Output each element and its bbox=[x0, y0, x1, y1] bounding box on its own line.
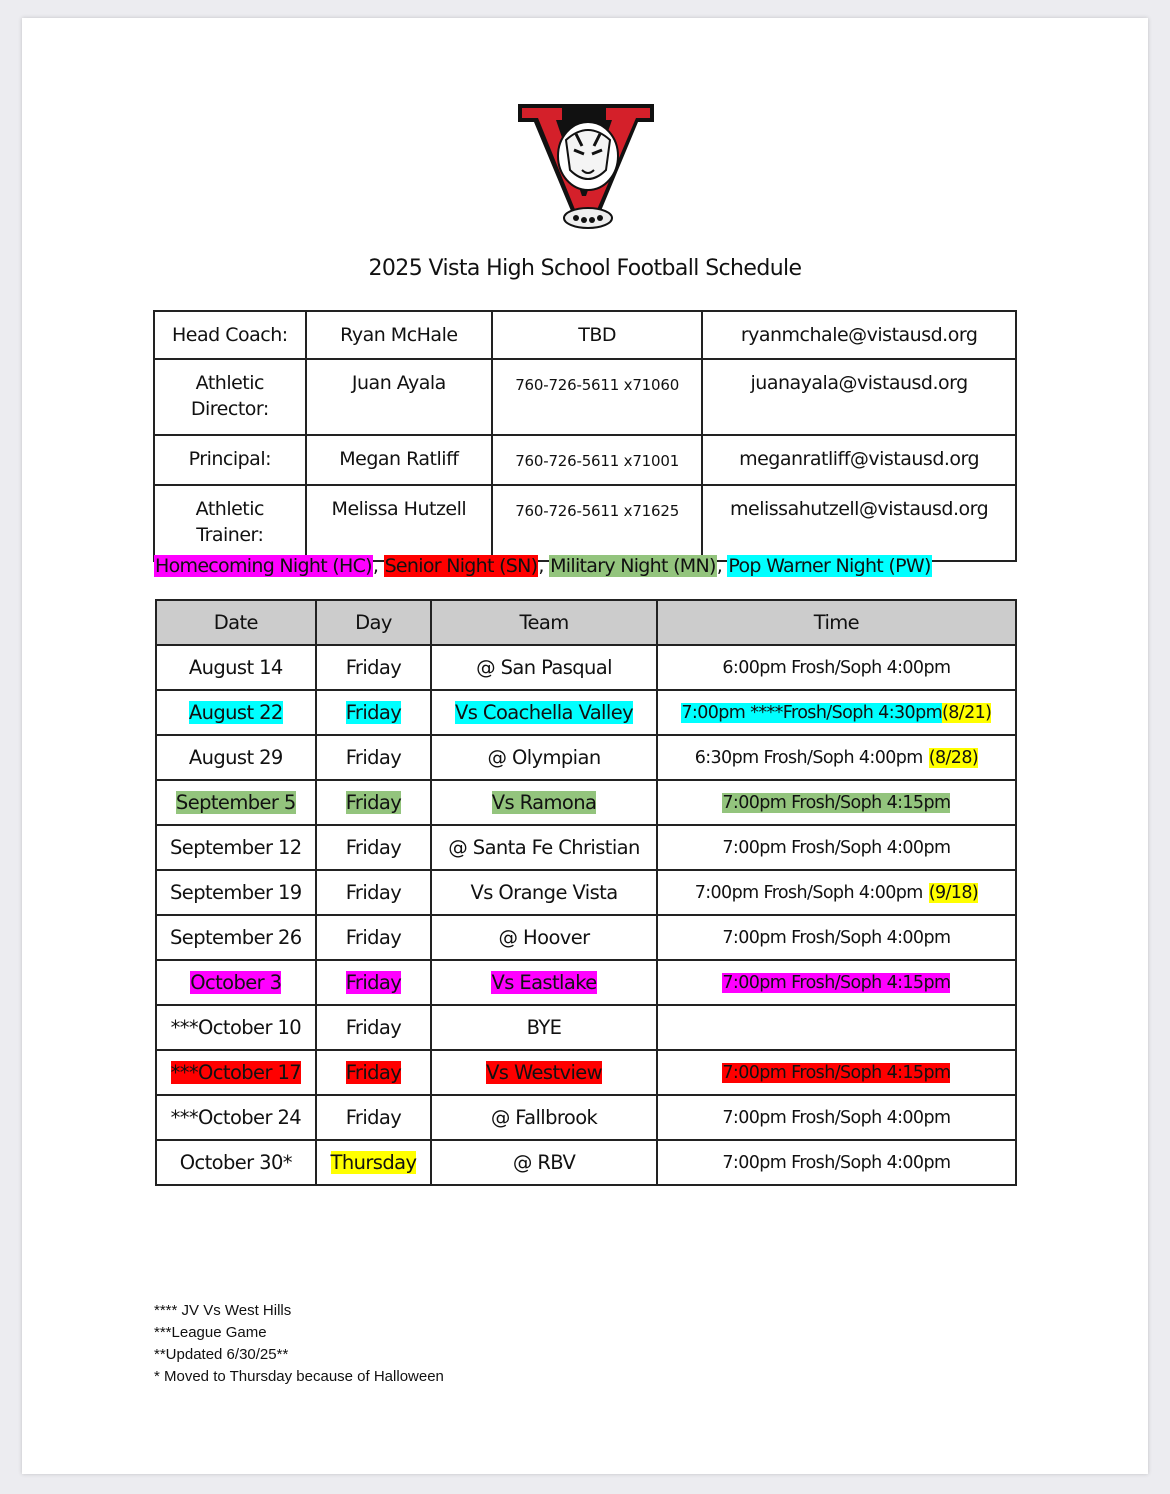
staff-phone: TBD bbox=[492, 311, 702, 359]
date-cell bbox=[156, 1140, 316, 1185]
team-cell-text: Vs Orange Vista bbox=[470, 881, 618, 904]
day-cell-text: Thursday bbox=[330, 1151, 417, 1174]
staff-email[interactable]: melissahutzell@vistausd.org bbox=[702, 485, 1016, 561]
day-cell-text: Friday bbox=[345, 1061, 402, 1084]
time-cell bbox=[657, 645, 1016, 690]
day-cell bbox=[316, 690, 432, 735]
day-cell-text: Friday bbox=[345, 971, 402, 994]
date-cell-text: ***October 24 bbox=[170, 1106, 302, 1129]
date-cell-text: September 5 bbox=[175, 791, 296, 814]
day-cell-text: Friday bbox=[345, 836, 402, 859]
footnote: **Updated 6/30/25** bbox=[154, 1346, 289, 1363]
time-note-badge: (8/28) bbox=[928, 747, 979, 768]
date-cell bbox=[156, 780, 316, 825]
team-cell bbox=[431, 1095, 657, 1140]
schedule-row bbox=[156, 1140, 1016, 1185]
footnotes bbox=[154, 1300, 444, 1388]
schedule-row bbox=[156, 915, 1016, 960]
day-cell-text: Friday bbox=[345, 1106, 402, 1129]
date-cell-text: September 19 bbox=[170, 881, 302, 904]
date-cell bbox=[156, 1095, 316, 1140]
schedule-row bbox=[156, 1095, 1016, 1140]
date-cell bbox=[156, 960, 316, 1005]
staff-row bbox=[154, 359, 1016, 435]
header-time: Time bbox=[657, 600, 1016, 645]
day-cell bbox=[316, 825, 432, 870]
staff-phone: 760-726-5611 x71001 bbox=[492, 435, 702, 485]
header-date: Date bbox=[156, 600, 316, 645]
team-cell bbox=[431, 915, 657, 960]
staff-phone: 760-726-5611 x71625 bbox=[492, 485, 702, 561]
footnote: ***League Game bbox=[154, 1324, 267, 1341]
staff-phone: 760-726-5611 x71060 bbox=[492, 359, 702, 435]
staff-row bbox=[154, 311, 1016, 359]
vista-panther-logo-icon bbox=[516, 100, 656, 232]
team-cell bbox=[431, 825, 657, 870]
team-cell-text: @ Olympian bbox=[487, 746, 601, 769]
date-cell-text: October 30* bbox=[179, 1151, 292, 1174]
team-cell bbox=[431, 960, 657, 1005]
staff-name: Juan Ayala bbox=[306, 359, 492, 435]
schedule-row bbox=[156, 645, 1016, 690]
day-cell bbox=[316, 915, 432, 960]
theme-night-legend: Homecoming Night (HC), Senior Night (SN), Military Night (MN), Pop Warner Night (PW) bbox=[155, 555, 931, 577]
date-cell bbox=[156, 825, 316, 870]
date-cell bbox=[156, 690, 316, 735]
staff-name: Ryan McHale bbox=[306, 311, 492, 359]
day-cell bbox=[316, 1005, 432, 1050]
schedule-header-row bbox=[156, 600, 1016, 645]
time-cell-text: 7:00pm Frosh/Soph 4:15pm bbox=[722, 1062, 951, 1083]
day-cell bbox=[316, 1140, 432, 1185]
day-cell bbox=[316, 780, 432, 825]
time-cell bbox=[657, 870, 1016, 915]
day-cell-text: Friday bbox=[345, 926, 402, 949]
day-cell bbox=[316, 645, 432, 690]
time-cell-text: 7:00pm Frosh/Soph 4:00pm bbox=[694, 882, 923, 903]
schedule-row bbox=[156, 1050, 1016, 1095]
time-note-badge: (8/21) bbox=[942, 702, 992, 723]
date-cell-text: ***October 10 bbox=[170, 1016, 302, 1039]
schedule-row bbox=[156, 780, 1016, 825]
team-cell-text: Vs Westview bbox=[486, 1061, 603, 1084]
staff-contacts-table bbox=[153, 310, 1017, 562]
date-cell bbox=[156, 735, 316, 780]
schedule-row bbox=[156, 825, 1016, 870]
time-cell bbox=[657, 1140, 1016, 1185]
staff-row bbox=[154, 435, 1016, 485]
footnote: * Moved to Thursday because of Halloween bbox=[154, 1368, 444, 1385]
staff-role: Principal: bbox=[154, 435, 306, 485]
schedule-row bbox=[156, 870, 1016, 915]
time-cell bbox=[657, 1050, 1016, 1095]
time-cell bbox=[657, 735, 1016, 780]
date-cell-text: September 26 bbox=[170, 926, 302, 949]
day-cell-text: Friday bbox=[345, 1016, 402, 1039]
date-cell bbox=[156, 915, 316, 960]
page-title: 2025 Vista High School Football Schedule bbox=[368, 256, 802, 281]
team-cell bbox=[431, 780, 657, 825]
time-cell-text: 7:00pm Frosh/Soph 4:00pm bbox=[722, 837, 951, 858]
date-cell bbox=[156, 1050, 316, 1095]
time-cell bbox=[657, 960, 1016, 1005]
schedule-row bbox=[156, 960, 1016, 1005]
time-cell-text: 7:00pm Frosh/Soph 4:15pm bbox=[722, 972, 951, 993]
football-schedule-table bbox=[155, 599, 1017, 1186]
header-team: Team bbox=[431, 600, 657, 645]
staff-email[interactable]: meganratliff@vistausd.org bbox=[702, 435, 1016, 485]
team-cell-text: Vs Eastlake bbox=[491, 971, 597, 994]
day-cell bbox=[316, 870, 432, 915]
legend-senior: Senior Night (SN) bbox=[384, 555, 538, 577]
team-cell bbox=[431, 690, 657, 735]
legend-military: Military Night (MN) bbox=[550, 555, 716, 577]
team-cell bbox=[431, 1005, 657, 1050]
date-cell-text: August 29 bbox=[188, 746, 283, 769]
schedule-row bbox=[156, 690, 1016, 735]
time-cell bbox=[657, 825, 1016, 870]
day-cell-text: Friday bbox=[345, 881, 402, 904]
header-day: Day bbox=[316, 600, 432, 645]
date-cell bbox=[156, 1005, 316, 1050]
legend-pop-warner: Pop Warner Night (PW) bbox=[728, 555, 931, 577]
time-cell-text: 7:00pm Frosh/Soph 4:15pm bbox=[722, 792, 951, 813]
time-cell-text: 7:00pm ****Frosh/Soph 4:30pm bbox=[681, 702, 943, 723]
time-note-badge: (9/18) bbox=[928, 882, 979, 903]
date-cell-text: August 22 bbox=[188, 701, 283, 724]
legend-homecoming: Homecoming Night (HC) bbox=[155, 555, 372, 577]
time-cell-text: 7:00pm Frosh/Soph 4:00pm bbox=[722, 1107, 951, 1128]
time-cell-text: 6:30pm Frosh/Soph 4:00pm bbox=[694, 747, 923, 768]
date-cell bbox=[156, 870, 316, 915]
staff-role: Athletic Director: bbox=[154, 359, 306, 435]
staff-name: Melissa Hutzell bbox=[306, 485, 492, 561]
day-cell-text: Friday bbox=[345, 791, 402, 814]
team-cell-text: Vs Ramona bbox=[491, 791, 597, 814]
staff-role: Athletic Trainer: bbox=[154, 485, 306, 561]
date-cell-text: ***October 17 bbox=[170, 1061, 302, 1084]
time-cell bbox=[657, 1005, 1016, 1050]
team-cell bbox=[431, 645, 657, 690]
document-page bbox=[22, 18, 1148, 1474]
team-cell-text: Vs Coachella Valley bbox=[455, 701, 634, 724]
time-cell bbox=[657, 915, 1016, 960]
day-cell bbox=[316, 735, 432, 780]
staff-name: Megan Ratliff bbox=[306, 435, 492, 485]
team-cell-text: @ Santa Fe Christian bbox=[448, 836, 640, 859]
schedule-row bbox=[156, 1005, 1016, 1050]
day-cell-text: Friday bbox=[345, 746, 402, 769]
date-cell-text: October 3 bbox=[190, 971, 282, 994]
time-cell-text: 7:00pm Frosh/Soph 4:00pm bbox=[722, 1152, 951, 1173]
date-cell-text: September 12 bbox=[170, 836, 302, 859]
time-cell bbox=[657, 690, 1016, 735]
team-cell-text: @ San Pasqual bbox=[476, 656, 612, 679]
day-cell-text: Friday bbox=[345, 656, 402, 679]
time-cell-text: 7:00pm Frosh/Soph 4:00pm bbox=[722, 927, 951, 948]
date-cell bbox=[156, 645, 316, 690]
time-cell-text: 6:00pm Frosh/Soph 4:00pm bbox=[722, 657, 951, 678]
team-cell bbox=[431, 1140, 657, 1185]
staff-row bbox=[154, 485, 1016, 561]
schedule-row bbox=[156, 735, 1016, 780]
team-cell bbox=[431, 735, 657, 780]
footnote: **** JV Vs West Hills bbox=[154, 1302, 292, 1319]
time-cell bbox=[657, 1095, 1016, 1140]
day-cell bbox=[316, 1050, 432, 1095]
team-cell bbox=[431, 870, 657, 915]
staff-email[interactable]: juanayala@vistausd.org bbox=[702, 359, 1016, 435]
team-cell bbox=[431, 1050, 657, 1095]
team-cell-text: @ RBV bbox=[512, 1151, 576, 1174]
team-cell-text: @ Hoover bbox=[498, 926, 590, 949]
team-cell-text: BYE bbox=[526, 1016, 562, 1039]
date-cell-text: August 14 bbox=[188, 656, 283, 679]
day-cell bbox=[316, 1095, 432, 1140]
staff-email[interactable]: ryanmchale@vistausd.org bbox=[702, 311, 1016, 359]
day-cell bbox=[316, 960, 432, 1005]
day-cell-text: Friday bbox=[345, 701, 402, 724]
staff-role: Head Coach: bbox=[154, 311, 306, 359]
time-cell bbox=[657, 780, 1016, 825]
team-cell-text: @ Fallbrook bbox=[490, 1106, 598, 1129]
